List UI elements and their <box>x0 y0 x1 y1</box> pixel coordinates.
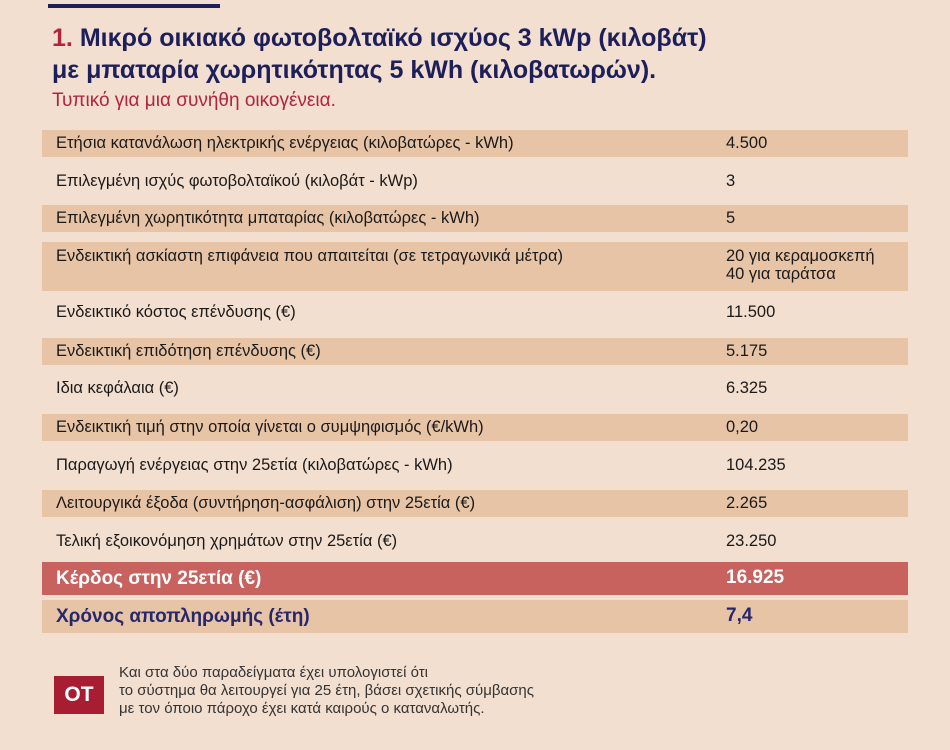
note-line-2: το σύστημα θα λειτουργεί για 25 έτη, βάσει σχετικής σύμβασης <box>119 682 534 699</box>
row-value: 0,20 <box>726 418 759 436</box>
table-row <box>42 242 908 291</box>
row-value: 16.925 <box>726 567 785 588</box>
page-title <box>52 22 932 86</box>
page-subtitle: Τυπικό για μια συνήθη οικογένεια. <box>52 90 336 111</box>
ot-logo: OT <box>54 676 104 714</box>
row-value: 5 <box>726 209 736 227</box>
row-label: Ενδεικτική επιδότηση επένδυσης (€) <box>56 342 321 360</box>
row-label: Ετήσια κατανάλωση ηλεκτρικής ενέργειας (κιλοβατώρες - kWh) <box>56 134 514 152</box>
table-row-profit <box>42 562 908 595</box>
row-label: Χρόνος αποπληρωμής (έτη) <box>56 606 310 627</box>
table-row-payback <box>42 600 908 633</box>
table-row <box>42 490 908 517</box>
table-row <box>42 168 908 195</box>
table-row <box>42 375 908 402</box>
top-rule <box>48 4 220 8</box>
row-label: Ενδεικτική τιμή στην οποία γίνεται ο συμψηφισμός (€/kWh) <box>56 418 484 436</box>
row-value: 7,4 <box>726 605 753 626</box>
row-value: 20 για κεραμοσκεπή <box>726 247 875 265</box>
row-label: Επιλεγμένη χωρητικότητα μπαταρίας (κιλοβατώρες - kWh) <box>56 209 480 227</box>
row-label: Λειτουργικά έξοδα (συντήρηση-ασφάλιση) στην 25ετία (€) <box>56 494 476 512</box>
row-label: Παραγωγή ενέργειας στην 25ετία (κιλοβατώρες - kWh) <box>56 456 453 474</box>
footer-note <box>119 664 534 718</box>
row-value: 104.235 <box>726 456 786 474</box>
table-row-cost <box>42 298 908 329</box>
table-row <box>42 205 908 232</box>
row-value: 2.265 <box>726 494 768 512</box>
row-value-secondary: 40 για ταράτσα <box>726 265 836 283</box>
row-label: Επιλεγμένη ισχύς φωτοβολταϊκού (κιλοβάτ - kWp) <box>56 172 418 190</box>
row-label: Ενδεικτικό κόστος επένδυσης (€) <box>56 303 296 321</box>
table-row <box>42 528 908 555</box>
row-value: 6.325 <box>726 379 768 397</box>
row-label: Ιδια κεφάλαια (€) <box>56 379 179 397</box>
row-value: 23.250 <box>726 532 777 550</box>
table-row <box>42 414 908 441</box>
row-label: Ενδεικτική ασκίαστη επιφάνεια που απαιτείται (σε τετραγωνικά μέτρα) <box>56 247 563 265</box>
title-line-2: με μπαταρία χωρητικότητας 5 kWh (κιλοβατωρών). <box>52 56 657 84</box>
table-row <box>42 338 908 365</box>
table-row <box>42 452 908 479</box>
row-label: Τελική εξοικονόμηση χρημάτων στην 25ετία (€) <box>56 532 398 550</box>
note-line-1: Και στα δύο παραδείγματα έχει υπολογιστεί ότι <box>119 664 428 681</box>
row-value: 4.500 <box>726 134 768 152</box>
row-value: 3 <box>726 172 736 190</box>
note-line-3: με τον όποιο πάροχο έχει κατά καιρούς ο καταναλωτής. <box>119 700 485 717</box>
table-row <box>42 130 908 157</box>
title-number: 1. <box>52 24 73 52</box>
title-line-1: Μικρό οικιακό φωτοβολταϊκό ισχύος 3 kWp (κιλοβάτ) <box>79 24 707 52</box>
row-value: 11.500 <box>726 303 776 321</box>
row-value: 5.175 <box>726 342 768 360</box>
row-label: Κέρδος στην 25ετία (€) <box>56 568 262 589</box>
